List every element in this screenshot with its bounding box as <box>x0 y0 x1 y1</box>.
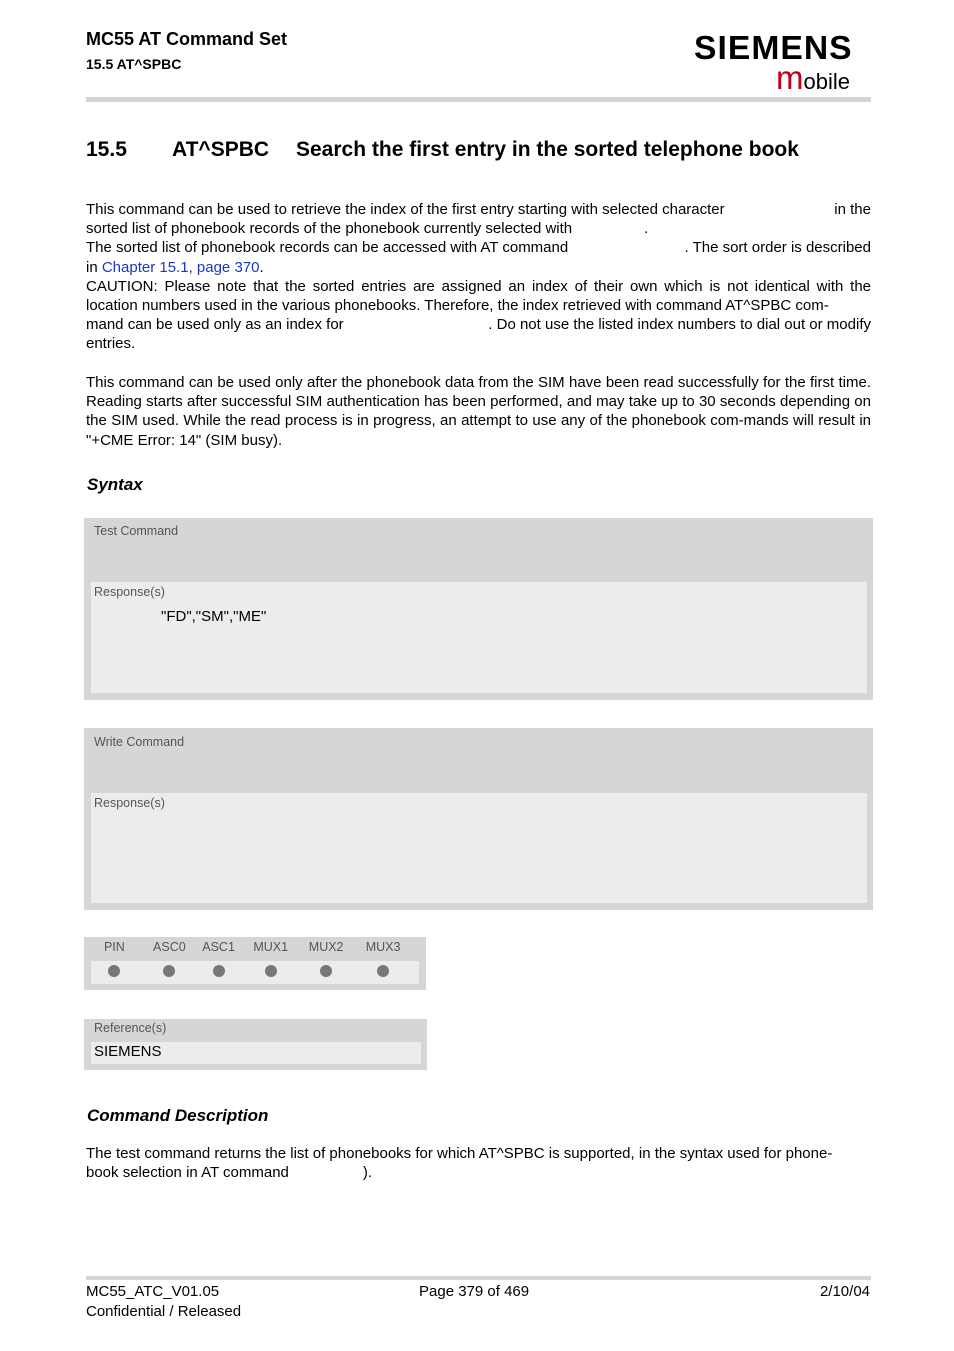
write-response-panel <box>91 793 867 903</box>
section-heading <box>86 138 799 162</box>
footer-status: Confidential / Released <box>86 1303 242 1320</box>
chapter-link[interactable]: Chapter 15.1, page 370 <box>101 258 260 276</box>
intro-line-8: entries. <box>86 335 136 353</box>
logo-brand: SIEMENS <box>694 29 853 66</box>
write-response-label: Response(s) <box>94 796 165 810</box>
test-response-text: "FD","SM","ME" <box>161 608 267 625</box>
mux-header-row <box>84 940 412 954</box>
reference-label: Reference(s) <box>94 1021 167 1035</box>
mux3-dot-icon <box>377 965 389 977</box>
command-description-heading: Command Description <box>87 1106 269 1125</box>
reference-box <box>84 1019 427 1070</box>
pin-dot-icon <box>108 965 120 977</box>
test-response-label: Response(s) <box>94 585 165 599</box>
intro-line-1a: This command can be used to retrieve the index of the first entry starting with selected character <box>86 201 725 218</box>
intro-line-3b: . The sort order is described <box>684 239 871 257</box>
mux-header-mux2: MUX2 <box>308 940 344 954</box>
intro-line-1b: in the <box>834 201 871 218</box>
header-rule <box>86 97 871 102</box>
mux-dots-row <box>84 965 412 977</box>
mux-header-asc0: ASC0 <box>153 940 186 954</box>
footer-doc-id: MC55_ATC_V01.05 <box>86 1283 220 1300</box>
mux-table <box>84 937 426 990</box>
mux2-dot-icon <box>320 965 332 977</box>
intro-line-2b: . <box>644 220 649 238</box>
cmd-desc-line-2a: book selection in AT command <box>86 1164 289 1182</box>
reference-value: SIEMENS <box>94 1043 162 1060</box>
reference-value-panel <box>91 1042 421 1064</box>
logo-m: m <box>776 59 804 96</box>
test-command-box <box>84 518 873 700</box>
cmd-desc-line-2b: ). <box>362 1164 373 1182</box>
logo-mobile <box>776 59 850 96</box>
sim-paragraph: This command can be used only after the phonebook data from the SIM have been read successfully for the first time. Reading starts after successful SIM authentication has been performed, and may take up to 30 seconds depending on the SIM used. While the read process is in progress, an attempt to use any of the phonebook com-mands will result in "+CME Error: 14" (SIM busy). <box>86 374 871 449</box>
write-command-label: Write Command <box>94 735 185 749</box>
mux1-dot-icon <box>265 965 277 977</box>
logo-rest: obile <box>803 69 850 94</box>
intro-paragraph <box>86 200 871 354</box>
section-command: AT^SPBC <box>172 138 270 161</box>
footer-page: Page 379 of 469 <box>419 1283 530 1300</box>
test-response-panel <box>91 582 867 693</box>
cmd-desc-line-1: The test command returns the list of phonebooks for which AT^SPBC is supported, in the syntax used for phone- <box>86 1145 833 1162</box>
footer-rule <box>86 1276 871 1280</box>
siemens-mobile-logo <box>694 29 874 96</box>
intro-caution: CAUTION: Please note that the sorted entries are assigned an index of their own which is not identical with the location numbers used in the various phonebooks. Therefore, the index retrieved with command AT^SPBC com- <box>86 277 871 315</box>
header-subtitle: 15.5 AT^SPBC <box>86 56 182 72</box>
write-command-box <box>84 728 873 910</box>
intro-line-7b: . Do not use the listed index numbers to dial out or modify <box>488 316 871 334</box>
mux-header-mux3: MUX3 <box>365 940 401 954</box>
intro-line-4b: . <box>259 258 264 276</box>
section-number: 15.5 <box>86 138 127 161</box>
intro-line-2a: sorted list of phonebook records of the phonebook currently selected with <box>86 220 573 238</box>
header-title: MC55 AT Command Set <box>86 29 288 49</box>
mux-header-asc1: ASC1 <box>202 940 235 954</box>
syntax-heading: Syntax <box>87 475 143 494</box>
asc0-dot-icon <box>163 965 175 977</box>
test-command-label: Test Command <box>94 524 179 538</box>
intro-line-4a: in <box>86 258 102 276</box>
mux-header-pin: PIN <box>103 940 125 954</box>
footer-date: 2/10/04 <box>819 1283 870 1300</box>
asc1-dot-icon <box>213 965 225 977</box>
section-title: Search the first entry in the sorted telephone book <box>296 138 799 161</box>
intro-line-7a: mand can be used only as an index for <box>86 316 344 334</box>
mux-header-mux1: MUX1 <box>253 940 289 954</box>
command-description <box>86 1144 871 1182</box>
intro-line-3a: The sorted list of phonebook records can be accessed with AT command <box>86 239 569 257</box>
